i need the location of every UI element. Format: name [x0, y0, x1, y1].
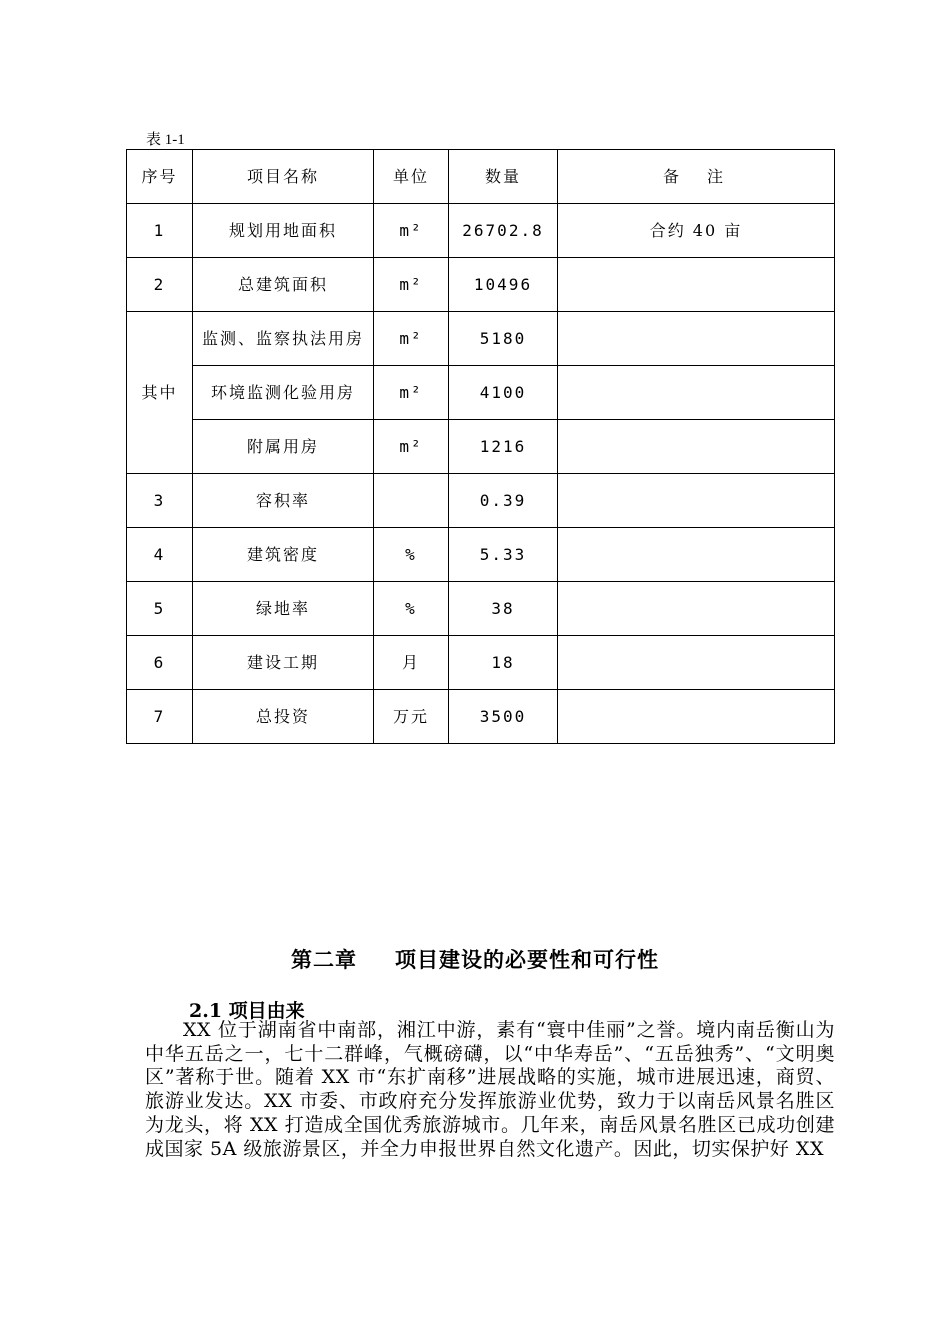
cell-unit: m² [374, 420, 449, 474]
table-row [127, 420, 835, 474]
cell-name: 附属用房 [193, 420, 374, 474]
cell-unit: m² [374, 366, 449, 420]
cell-note [558, 258, 835, 312]
chapter-heading [0, 944, 950, 974]
cell-note [558, 528, 835, 582]
table-row [127, 312, 835, 366]
chapter-number: 第二章 [291, 947, 357, 972]
cell-no: 7 [127, 690, 193, 744]
cell-qty: 26702.8 [449, 204, 558, 258]
cell-qty: 1216 [449, 420, 558, 474]
table-row [127, 528, 835, 582]
table-row [127, 204, 835, 258]
project-summary-table [126, 149, 835, 744]
cell-name: 总投资 [193, 690, 374, 744]
cell-note [558, 420, 835, 474]
cell-name: 监测、监察执法用房 [193, 312, 374, 366]
cell-unit: % [374, 528, 449, 582]
header-qty: 数量 [449, 150, 558, 204]
table-header-row [127, 150, 835, 204]
cell-no-merged: 其中 [127, 312, 193, 474]
cell-note [558, 582, 835, 636]
header-note: 备 注 [558, 150, 835, 204]
header-name: 项目名称 [193, 150, 374, 204]
section-body [145, 1019, 835, 1161]
cell-note [558, 366, 835, 420]
cell-no: 3 [127, 474, 193, 528]
cell-qty: 38 [449, 582, 558, 636]
cell-unit: % [374, 582, 449, 636]
chapter-title: 项目建设的必要性和可行性 [395, 947, 659, 972]
header-no: 序号 [127, 150, 193, 204]
cell-name: 绿地率 [193, 582, 374, 636]
cell-qty: 5.33 [449, 528, 558, 582]
cell-unit: 万元 [374, 690, 449, 744]
cell-name: 总建筑面积 [193, 258, 374, 312]
header-unit: 单位 [374, 150, 449, 204]
cell-qty: 0.39 [449, 474, 558, 528]
cell-note: 合约 40 亩 [558, 204, 835, 258]
table-caption: 表 1-1 [146, 132, 185, 148]
cell-note [558, 690, 835, 744]
table-row [127, 474, 835, 528]
cell-no: 2 [127, 258, 193, 312]
cell-name: 规划用地面积 [193, 204, 374, 258]
cell-no: 6 [127, 636, 193, 690]
cell-note [558, 474, 835, 528]
cell-name: 容积率 [193, 474, 374, 528]
cell-name: 环境监测化验用房 [193, 366, 374, 420]
cell-note [558, 636, 835, 690]
cell-unit: m² [374, 312, 449, 366]
section-heading: 2.1 项目由来 [189, 1000, 305, 1022]
cell-qty: 18 [449, 636, 558, 690]
cell-name: 建筑密度 [193, 528, 374, 582]
cell-qty: 10496 [449, 258, 558, 312]
cell-no: 4 [127, 528, 193, 582]
cell-qty: 3500 [449, 690, 558, 744]
table-row [127, 690, 835, 744]
cell-no: 5 [127, 582, 193, 636]
body-paragraph: XX 位于湖南省中南部，湘江中游，素有“寰中佳丽”之誉。境内南岳衡山为中华五岳之一，七十二群峰，气概磅礴，以“中华寿岳”、“五岳独秀”、“文明奥区”著称于世。随着 XX 市“东扩南移”进展战略的实施，城市进展迅速，商贸、旅游业发达。XX 市委、市政府充分发挥旅游业优势，致力于以南岳风景名胜区为龙头，将 XX 打造成全国优秀旅游城市。几年来，南岳风景名胜区已成功创建成国家 5A 级旅游景区，并全力申报世界自然文化遗产。因此，切实保护好 XX [145, 1019, 835, 1160]
table-row [127, 366, 835, 420]
cell-name: 建设工期 [193, 636, 374, 690]
cell-qty: 4100 [449, 366, 558, 420]
cell-note [558, 312, 835, 366]
cell-unit [374, 474, 449, 528]
cell-no: 1 [127, 204, 193, 258]
cell-unit: m² [374, 258, 449, 312]
cell-unit: m² [374, 204, 449, 258]
table-row [127, 582, 835, 636]
cell-qty: 5180 [449, 312, 558, 366]
cell-unit: 月 [374, 636, 449, 690]
table-row [127, 258, 835, 312]
table-row [127, 636, 835, 690]
